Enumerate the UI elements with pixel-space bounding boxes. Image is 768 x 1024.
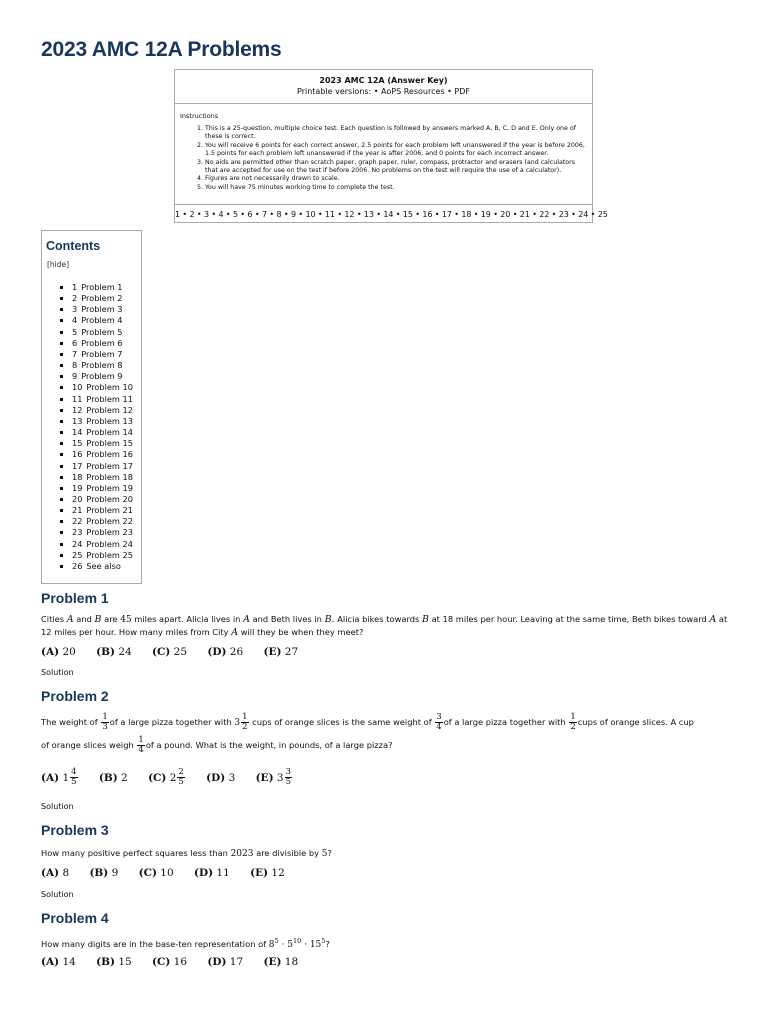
toc-item[interactable] bbox=[72, 438, 141, 449]
toc-item-number: 10 bbox=[72, 382, 83, 393]
toc-item-label: Problem 18 bbox=[86, 471, 133, 482]
toc-item-number: 1 bbox=[72, 282, 78, 292]
problem-4-text: How many digits are in the base-ten representation of $8^5 \cdot 5^{10} \cdot 15^5$? bbox=[41, 937, 330, 950]
toc-item-number: 22 bbox=[72, 516, 83, 527]
answer-choice: (B) 24 bbox=[96, 646, 132, 658]
toc-item-label: Problem 24 bbox=[86, 538, 133, 549]
page-title: 2023 AMC 12A Problems bbox=[41, 38, 282, 61]
problem-2-solution-link[interactable]: Solution bbox=[41, 802, 74, 811]
answer-choice: (B) 2 bbox=[98, 771, 128, 784]
toc-item[interactable] bbox=[72, 371, 141, 382]
problem-3-text: How many positive perfect squares less than 2023 are divisible by 5? bbox=[41, 848, 332, 859]
problem-4-answers bbox=[41, 956, 315, 968]
answer-choice: (E) 12 bbox=[250, 867, 285, 879]
fraction: $\frac{1}{2}$ bbox=[242, 712, 248, 732]
toc-list bbox=[42, 282, 141, 572]
toc-item-label: Problem 10 bbox=[86, 382, 133, 393]
toc-title: Contents bbox=[46, 239, 101, 253]
answer-choice: (A) 20 bbox=[41, 646, 76, 658]
toc-item-label: Problem 13 bbox=[86, 415, 133, 426]
toc-item-number: 21 bbox=[72, 505, 83, 516]
toc-item-number: 11 bbox=[72, 393, 83, 404]
answer-choice: (D) 3 bbox=[206, 771, 236, 784]
toc-item-label: Problem 16 bbox=[86, 449, 133, 460]
answer-key-heading[interactable]: 2023 AMC 12A (Answer Key) bbox=[319, 76, 448, 85]
toc-item[interactable] bbox=[72, 394, 141, 405]
instructions-list bbox=[175, 125, 592, 192]
toc-item-number: 24 bbox=[72, 538, 83, 549]
toc-item-number: 7 bbox=[72, 348, 78, 359]
problem-3-answers bbox=[41, 867, 302, 879]
info-box-header bbox=[175, 70, 592, 97]
toc-item[interactable] bbox=[72, 382, 141, 393]
toc-item-number: 9 bbox=[72, 371, 78, 382]
toc-item-number: 13 bbox=[72, 415, 83, 426]
toc-item-number: 25 bbox=[72, 549, 83, 560]
answer-choice: (D) 17 bbox=[207, 956, 244, 968]
instruction-item: 1. This is a 25-question, multiple choice test. Each question is followed by answers marked A, B, C, D and E. Only one of these is correct. bbox=[205, 125, 592, 142]
toc-item-label: Problem 1 bbox=[81, 282, 123, 292]
toc-item-number: 6 bbox=[72, 337, 78, 348]
toc-item[interactable] bbox=[72, 527, 141, 538]
answer-choice: (C) 2 $\frac{2}{5}$ bbox=[148, 767, 184, 787]
toc-item-number: 2 bbox=[72, 293, 78, 304]
table-of-contents bbox=[41, 230, 142, 584]
toc-item[interactable] bbox=[72, 550, 141, 561]
toc-item-number: 16 bbox=[72, 449, 83, 460]
toc-item[interactable] bbox=[72, 561, 141, 572]
toc-item[interactable] bbox=[72, 461, 141, 472]
toc-item[interactable] bbox=[72, 304, 141, 315]
toc-item[interactable] bbox=[72, 505, 141, 516]
toc-item-number: 4 bbox=[72, 315, 78, 326]
problem-nav-links[interactable]: 1 • 2 • 3 • 4 • 5 • 6 • 7 • 8 • 9 • 10 • 11 • 12 • 13 • 14 • 15 • 16 • 17 • 18 • 19 • 20 • 21 • 22 • 23 • 24 • 25 bbox=[175, 204, 592, 219]
toc-item-label: Problem 4 bbox=[81, 315, 123, 326]
answer-choice: (A) 1 $\frac{4}{5}$ bbox=[41, 767, 77, 787]
toc-item-label: Problem 7 bbox=[81, 348, 123, 359]
toc-item-label: Problem 11 bbox=[86, 393, 133, 404]
fraction: $\frac{3}{4}$ bbox=[436, 712, 442, 732]
toc-item-number: 23 bbox=[72, 527, 83, 538]
toc-item-label: Problem 15 bbox=[86, 438, 133, 449]
toc-item[interactable] bbox=[72, 483, 141, 494]
toc-item-label: Problem 20 bbox=[86, 493, 133, 504]
instructions-label: Instructions bbox=[180, 112, 219, 120]
answer-choice: (B) 15 bbox=[96, 956, 132, 968]
toc-item-number: 20 bbox=[72, 493, 83, 504]
answer-choice: (D) 11 bbox=[194, 867, 230, 879]
answer-choice: (E) 3 $\frac{3}{5}$ bbox=[255, 767, 291, 787]
toc-item[interactable] bbox=[72, 338, 141, 349]
toc-item-label: Problem 3 bbox=[81, 304, 123, 315]
toc-item-label: Problem 21 bbox=[86, 505, 133, 516]
problem-3-solution-link[interactable]: Solution bbox=[41, 890, 74, 899]
instruction-item: 4. Figures are not necessarily drawn to scale. bbox=[205, 175, 592, 183]
instruction-item: 5. You will have 75 minutes working time to complete the test. bbox=[205, 184, 592, 192]
toc-item-number: 14 bbox=[72, 427, 83, 438]
toc-item[interactable] bbox=[72, 349, 141, 360]
answer-choice: (A) 8 bbox=[41, 867, 70, 879]
toc-item-label: Problem 25 bbox=[86, 549, 133, 560]
answer-choice: (B) 9 bbox=[89, 867, 119, 879]
problem-2-heading: Problem 2 bbox=[41, 688, 109, 704]
toc-item-label: Problem 17 bbox=[86, 460, 133, 471]
toc-item[interactable] bbox=[72, 427, 141, 438]
toc-item-label: See also bbox=[86, 560, 121, 571]
problem-1-solution-link[interactable]: Solution bbox=[41, 668, 74, 677]
toc-hide-toggle[interactable]: [hide] bbox=[47, 260, 70, 269]
toc-item-label: Problem 9 bbox=[81, 371, 123, 382]
toc-item[interactable] bbox=[72, 472, 141, 483]
answer-choice: (E) 18 bbox=[263, 956, 299, 968]
answer-choice: (C) 16 bbox=[152, 956, 188, 968]
toc-item[interactable] bbox=[72, 282, 141, 293]
fraction: $\frac{1}{3}$ bbox=[102, 712, 108, 732]
answer-choice: (C) 10 bbox=[138, 867, 174, 879]
toc-item-number: 19 bbox=[72, 482, 83, 493]
toc-item[interactable] bbox=[72, 327, 141, 338]
toc-item-label: Problem 14 bbox=[86, 427, 133, 438]
toc-item-number: 8 bbox=[72, 360, 78, 371]
toc-item-number: 5 bbox=[72, 326, 78, 337]
problem-1-text: Cities A and B are 45 miles apart. Alicia lives in A and Beth lives in B. Alicia bikes towards B at 18 miles per hour. Leaving at the same time, Beth bikes toward A at 12 miles per hour. How many miles from City A will they be when they meet? bbox=[41, 614, 728, 638]
problem-1-heading: Problem 1 bbox=[41, 590, 109, 606]
toc-item-number: 18 bbox=[72, 471, 83, 482]
toc-item[interactable] bbox=[72, 539, 141, 550]
toc-item-label: Problem 22 bbox=[86, 516, 133, 527]
toc-item-number: 15 bbox=[72, 438, 83, 449]
toc-item[interactable] bbox=[72, 449, 141, 460]
problem-2-text: The weight of $\frac{1}{3}$ of a large pizza together with 3 $\frac{1}{2}$ cups of orange slices is the same weight of $\frac{3}{4}$ of a large pizza together with $\frac{1}{2}$ cups of orange slices. A cup of orange slices weigh $\frac{1}{4}$ of a pound. What is the weight, in pounds, of a large pizza? bbox=[41, 712, 694, 755]
toc-item[interactable] bbox=[72, 293, 141, 304]
toc-item[interactable] bbox=[72, 315, 141, 326]
toc-item-label: Problem 2 bbox=[81, 293, 123, 304]
fraction: $\frac{1}{2}$ bbox=[570, 712, 576, 732]
toc-item-number: 17 bbox=[72, 460, 83, 471]
toc-item[interactable] bbox=[72, 360, 141, 371]
answer-choice: (E) 27 bbox=[263, 646, 299, 658]
toc-item[interactable] bbox=[72, 405, 141, 416]
toc-item-label: Problem 19 bbox=[86, 482, 133, 493]
toc-item-number: 3 bbox=[72, 304, 78, 315]
test-info-box bbox=[174, 69, 608, 223]
toc-item-label: Problem 8 bbox=[81, 360, 123, 371]
answer-choice: (A) 14 bbox=[41, 956, 76, 968]
toc-item-label: Problem 6 bbox=[81, 337, 123, 348]
problem-3-heading: Problem 3 bbox=[41, 822, 109, 838]
toc-item[interactable] bbox=[72, 494, 141, 505]
toc-item-label: Problem 5 bbox=[81, 326, 123, 337]
toc-item[interactable] bbox=[72, 416, 141, 427]
problem-1-answers bbox=[41, 646, 315, 658]
toc-item[interactable] bbox=[72, 516, 141, 527]
answer-choice: (D) 26 bbox=[207, 646, 244, 658]
instruction-item: 3. No aids are permitted other than scratch paper, graph paper, ruler, compass, protractor and erasers (and calculators that are accepted for use on the test if before 2006. No problems on the test will require the use of a calculator). bbox=[205, 159, 592, 176]
toc-item-number: 26 bbox=[72, 560, 83, 571]
toc-item-number: 12 bbox=[72, 404, 83, 415]
fraction: $\frac{1}{4}$ bbox=[138, 735, 144, 755]
toc-item-label: Problem 12 bbox=[86, 404, 133, 415]
problem-2-answers bbox=[41, 768, 310, 787]
problem-4-heading: Problem 4 bbox=[41, 910, 109, 926]
answer-choice: (C) 25 bbox=[152, 646, 188, 658]
instruction-item: 2. You will receive 6 points for each correct answer, 2.5 points for each problem left unanswered if the year is before 2006, 1.5 points for each problem left unanswered if the year is after 2006, and 0 points for each incorrect answer. bbox=[205, 142, 592, 159]
printable-versions[interactable]: Printable versions: • AoPS Resources • PDF bbox=[297, 87, 470, 96]
toc-item-label: Problem 23 bbox=[86, 527, 133, 538]
